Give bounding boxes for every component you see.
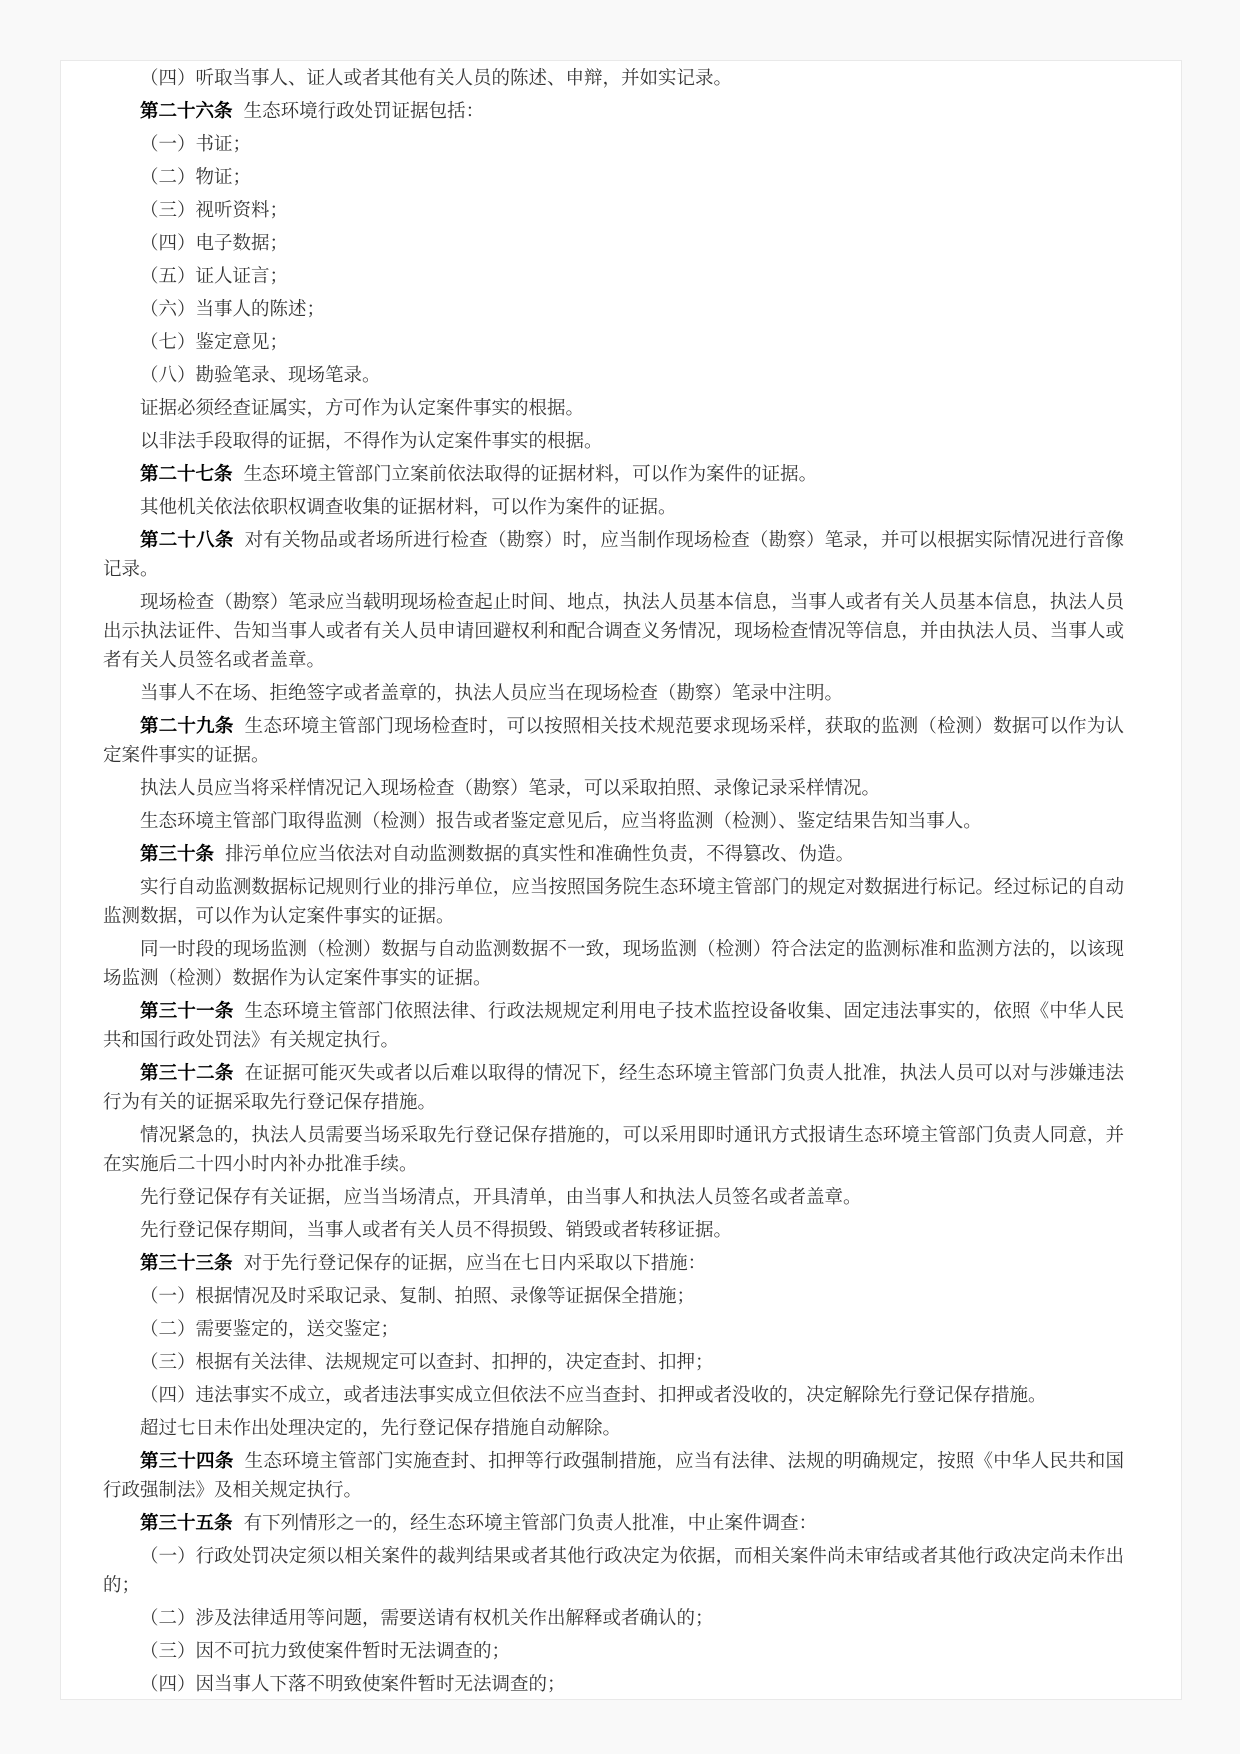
article-number: 第二十八条 — [140, 529, 234, 550]
paragraph — [103, 806, 1124, 835]
paragraph — [103, 492, 1124, 521]
article-number: 第三十四条 — [140, 1450, 234, 1471]
paragraph — [103, 1120, 1124, 1178]
paragraph — [103, 1603, 1124, 1632]
paragraph-text: 生态环境主管部门立案前依法取得的证据材料，可以作为案件的证据。 — [243, 463, 818, 484]
paragraph-text: 先行登记保存有关证据，应当当场清点，开具清单，由当事人和执法人员签名或者盖章。 — [140, 1186, 862, 1207]
paragraph-text: （三）视听资料； — [140, 199, 289, 220]
paragraph-text: （四）因当事人下落不明致使案件暂时无法调查的； — [140, 1673, 566, 1694]
paragraph — [103, 1347, 1124, 1376]
article-number: 第二十七条 — [140, 463, 233, 484]
paragraph — [103, 1058, 1124, 1116]
paragraph — [103, 294, 1124, 323]
paragraph — [103, 426, 1124, 455]
paragraph-text: 生态环境主管部门实施查封、扣押等行政强制措施，应当有法律、法规的明确规定，按照《中华人民共和国行政强制法》及相关规定执行。 — [103, 1450, 1124, 1500]
paragraph-text: 现场检查（勘察）笔录应当载明现场检查起止时间、地点，执法人员基本信息，当事人或者有关人员基本信息，执法人员出示执法证件、告知当事人或者有关人员申请回避权利和配合调查义务情况，现场检查情况等信息，并由执法人员、当事人或者有关人员签名或者盖章。 — [103, 591, 1124, 670]
paragraph-text: 在证据可能灭失或者以后难以取得的情况下，经生态环境主管部门负责人批准，执法人员可以对与涉嫌违法行为有关的证据采取先行登记保存措施。 — [103, 1062, 1124, 1112]
paragraph — [103, 1314, 1124, 1343]
paragraph-text: （五）证人证言； — [140, 265, 289, 286]
paragraph — [103, 96, 1124, 125]
paragraph-text: 同一时段的现场监测（检测）数据与自动监测数据不一致，现场监测（检测）符合法定的监测标准和监测方法的，以该现场监测（检测）数据作为认定案件事实的证据。 — [103, 938, 1124, 988]
paragraph-text: 生态环境主管部门依照法律、行政法规规定利用电子技术监控设备收集、固定违法事实的，依照《中华人民共和国行政处罚法》有关规定执行。 — [103, 1000, 1124, 1050]
paragraph — [103, 459, 1124, 488]
paragraph — [103, 934, 1124, 992]
paragraph-text: （六）当事人的陈述； — [140, 298, 326, 319]
paragraph — [103, 678, 1124, 707]
document-page — [60, 60, 1182, 1700]
paragraph — [103, 195, 1124, 224]
paragraph — [103, 711, 1124, 769]
paragraph-text: 生态环境主管部门取得监测（检测）报告或者鉴定意见后，应当将监测（检测）、鉴定结果告知当事人。 — [140, 810, 982, 831]
paragraph — [103, 261, 1124, 290]
paragraph-text: （一）行政处罚决定须以相关案件的裁判结果或者其他行政决定为依据，而相关案件尚未审结或者其他行政决定尚未作出的； — [103, 1545, 1124, 1595]
paragraph-text: （四）违法事实不成立，或者违法事实成立但依法不应当查封、扣押或者没收的，决定解除先行登记保存措施。 — [140, 1384, 1047, 1405]
article-number: 第三十一条 — [140, 1000, 234, 1021]
paragraph — [103, 393, 1124, 422]
paragraph-text: （二）物证； — [140, 166, 252, 187]
paragraph — [103, 1541, 1124, 1599]
paragraph — [103, 1281, 1124, 1310]
article-number: 第三十条 — [140, 843, 215, 864]
paragraph — [103, 1669, 1124, 1698]
paragraph-text: （七）鉴定意见； — [140, 331, 289, 352]
paragraph — [103, 129, 1124, 158]
paragraph — [103, 525, 1124, 583]
paragraph — [103, 773, 1124, 802]
paragraph — [103, 360, 1124, 389]
paragraph — [103, 1248, 1124, 1277]
paragraph-text: 对于先行登记保存的证据，应当在七日内采取以下措施： — [243, 1252, 707, 1273]
article-number: 第二十九条 — [140, 715, 234, 736]
paragraph-text: （四）电子数据； — [140, 232, 289, 253]
paragraph-text: （二）需要鉴定的，送交鉴定； — [140, 1318, 400, 1339]
paragraph-text: （八）勘验笔录、现场笔录。 — [140, 364, 381, 385]
article-number: 第三十五条 — [140, 1512, 233, 1533]
paragraph-text: 执法人员应当将采样情况记入现场检查（勘察）笔录，可以采取拍照、录像记录采样情况。 — [140, 777, 881, 798]
paragraph — [103, 63, 1124, 92]
paragraph — [103, 327, 1124, 356]
article-number: 第二十六条 — [140, 100, 233, 121]
paragraph-text: （三）因不可抗力致使案件暂时无法调查的； — [140, 1640, 511, 1661]
article-number: 第三十二条 — [140, 1062, 234, 1083]
paragraph-text: 实行自动监测数据标记规则行业的排污单位，应当按照国务院生态环境主管部门的规定对数据进行标记。经过标记的自动监测数据，可以作为认定案件事实的证据。 — [103, 876, 1124, 926]
paragraph — [103, 1182, 1124, 1211]
paragraph — [103, 839, 1124, 868]
paragraph — [103, 1446, 1124, 1504]
paragraph — [103, 1413, 1124, 1442]
paragraph — [103, 162, 1124, 191]
paragraph — [103, 1380, 1124, 1409]
paragraph-text: 当事人不在场、拒绝签字或者盖章的，执法人员应当在现场检查（勘察）笔录中注明。 — [140, 682, 844, 703]
paragraph-text: 超过七日未作出处理决定的，先行登记保存措施自动解除。 — [140, 1417, 622, 1438]
paragraph — [103, 872, 1124, 930]
paragraph-text: 排污单位应当依法对自动监测数据的真实性和准确性负责，不得篡改、伪造。 — [225, 843, 855, 864]
article-number: 第三十三条 — [140, 1252, 233, 1273]
paragraph-text: 以非法手段取得的证据，不得作为认定案件事实的根据。 — [140, 430, 603, 451]
paragraph — [103, 1508, 1124, 1537]
paragraph — [103, 1636, 1124, 1665]
paragraph — [103, 587, 1124, 674]
paragraph-text: 生态环境行政处罚证据包括： — [243, 100, 485, 121]
paragraph-text: 对有关物品或者场所进行检查（勘察）时，应当制作现场检查（勘察）笔录，并可以根据实际情况进行音像记录。 — [103, 529, 1124, 579]
paragraph-text: 生态环境主管部门现场检查时，可以按照相关技术规范要求现场采样，获取的监测（检测）数据可以作为认定案件事实的证据。 — [103, 715, 1124, 765]
paragraph-text: 其他机关依法依职权调查收集的证据材料，可以作为案件的证据。 — [140, 496, 677, 517]
paragraph-text: 先行登记保存期间，当事人或者有关人员不得损毁、销毁或者转移证据。 — [140, 1219, 733, 1240]
paragraph-text: （四）听取当事人、证人或者其他有关人员的陈述、申辩，并如实记录。 — [140, 67, 733, 88]
paragraph-text: （三）根据有关法律、法规规定可以查封、扣押的，决定查封、扣押； — [140, 1351, 714, 1372]
paragraph-text: 有下列情形之一的，经生态环境主管部门负责人批准，中止案件调查： — [243, 1512, 818, 1533]
paragraph — [103, 996, 1124, 1054]
paragraph — [103, 228, 1124, 257]
paragraph-text: （一）根据情况及时采取记录、复制、拍照、录像等证据保全措施； — [140, 1285, 696, 1306]
paragraph-text: 证据必须经查证属实，方可作为认定案件事实的根据。 — [140, 397, 585, 418]
paragraph-text: （一）书证； — [140, 133, 252, 154]
paragraph-text: （二）涉及法律适用等问题，需要送请有权机关作出解释或者确认的； — [140, 1607, 714, 1628]
paragraph — [103, 1215, 1124, 1244]
paragraph-text: 情况紧急的，执法人员需要当场采取先行登记保存措施的，可以采用即时通讯方式报请生态环境主管部门负责人同意，并在实施后二十四小时内补办批准手续。 — [103, 1124, 1124, 1174]
